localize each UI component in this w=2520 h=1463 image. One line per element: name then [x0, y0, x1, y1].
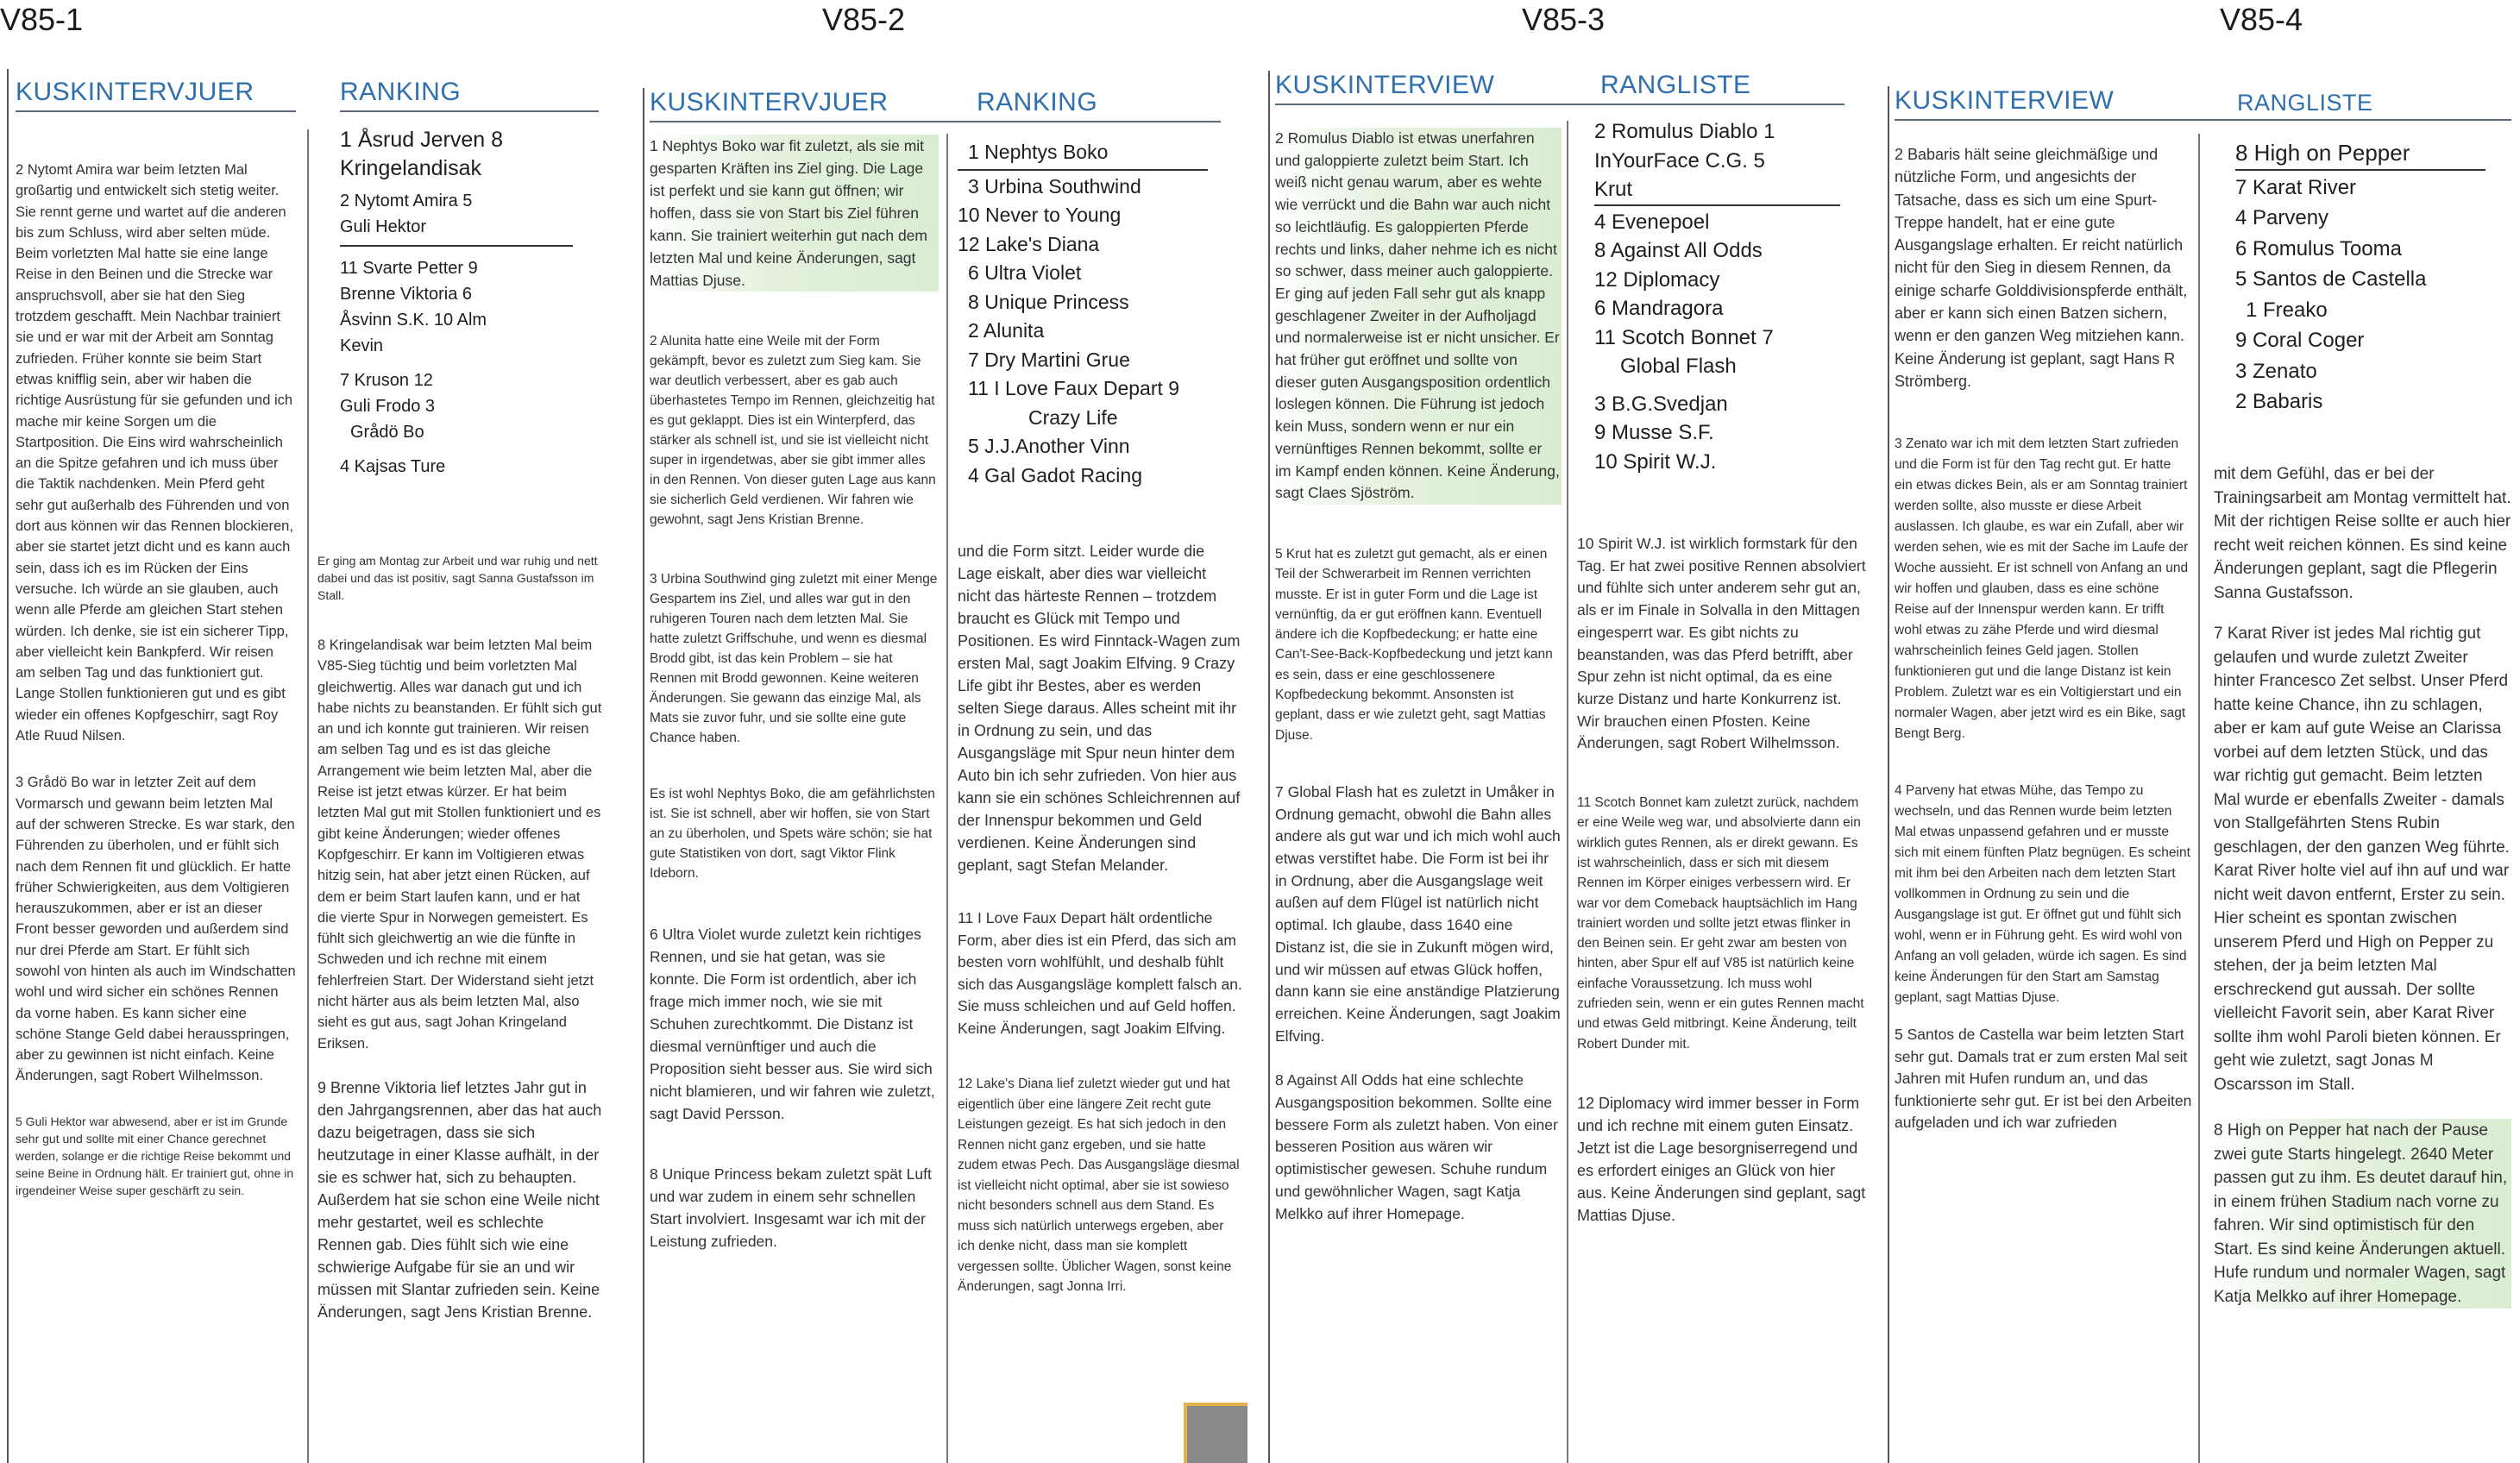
interview-paragraph: 8 Unique Princess bekam zuletzt spät Luft und war zudem in einem sehr schnellen Start involviert. Insgesamt war ich mit der Leistung zufrieden. [650, 1165, 932, 1250]
ranking-entry: Krut [1594, 178, 1633, 201]
interview-column-right [1577, 533, 1866, 1253]
ranking-entry: 6 Ultra Violet [968, 261, 1082, 284]
interview-paragraph: 10 Spirit W.J. ist wirklich formstark für den Tag. Er hat zwei positive Rennen absolviert und fühlte sich unter anderem sehr gut an, als er im Finale in Solvalla in den Mittagen eingesperrt war. Es gibt nichts zu beanstanden, was das Pferd betrifft, aber Spur zehn ist nicht optimal, da es eine kurze Distanz und harte Konkurrenz ist. Wir brauchen einen Pfosten. Keine Änderungen, sagt Robert Wilhelmsson. [1577, 535, 1866, 752]
ranking-list [2235, 138, 2511, 418]
header-divider [1895, 119, 2511, 121]
interview-paragraph: Es ist wohl Nephtys Boko, die am gefährlichsten ist. Sie ist schnell, aber wir hoffen, sie von Start an zu überholen, und Spets wäre schön; sie hat gute Statistiken von dort, sagt Viktor Flink Ideborn. [650, 787, 935, 881]
page-border [1268, 71, 1270, 1463]
interview-paragraph: 8 Kringelandisak war beim letzten Mal beim V85-Sieg tüchtig und beim vorletzten Mal gleichwertig. Alles war danach gut und ich habe nichts zu beanstanden. Er fühlt sich gut an und ich konnte gut trainieren. Wir reisen am selben Tag und es ist das gleiche Arrangement wie beim letzten Mal, aber die Reise ist jetzt etwas kürzer. Er hat beim letzten Mal gut mit Stollen funktioniert und es gibt keine Änderungen; wieder offenes Kopfgeschirr. Er kann im Voltigieren etwas hitzig sein, hat aber jetzt einen Rücken, auf dem er beim Start laufen kann, und er hat die vierte Spur in Norwegen gemeistert. Es fühlt sich gleichwertig an wie die fünfte in Schweden und ich rechne mit einem fehlerfreien Start. Der Widerstand sieht jetzt nicht härter aus als beim letzten Mal, also sieht es gut aus, sagt Johan Kringeland Eriksen. [317, 637, 602, 1052]
interview-paragraph: mit dem Gefühl, das er bei der Trainingsarbeit am Montag vermittelt hat. Mit der richtigen Reise sollte er auch hier recht weit reichen können. Es sind keine Änderungen geplant, sagt die Pflegerin Sanna Gustafsson. [2214, 465, 2511, 602]
ranking-entry: InYourFace C.G. 5 [1594, 148, 1765, 173]
interview-paragraph: 1 Nephtys Boko war fit zuletzt, als sie mit gesparten Kräften ins Ziel ging. Die Lage ist perfekt und sie kann gut öffnen; wir hoffen, dass sie von Start bis Ziel führen kann. Sie trainiert weiterhin gut nach dem letzten Mal und keine Änderungen, sagt Mattias Djuse. [650, 135, 939, 292]
ranking-entry: 8 Unique Princess [968, 290, 1129, 313]
interview-column-right [317, 552, 602, 1349]
ranking-entry: Guli Frodo 3 [340, 397, 436, 416]
ranking-entry: 11 Scotch Bonnet 7 [1594, 325, 1774, 349]
interview-paragraph: 3 Zenato war ich mit dem letzten Start zufrieden und die Form ist für den Tag recht gut. Er hatte ein etwas dickes Bein, als er am Sonntag trainiert werden sollte, also musste er diese Arbeit auslassen. Ich glaube, es war ein Zufall, aber wir werden sehen, wie es mit der Sache im Laufe der Woche aussieht. Er ist schnell von Anfang an und wir hoffen und glauben, dass es eine schöne Reise auf der Innenspur werden kann. Er trifft wohl etwas zu zähe Pferde und wird diesmal wahrscheinlich feines Geld jagen. Stollen funktionieren gut und die lange Distanz ist kein Problem. Zuletzt war es ein Voltigierstart und ein normaler Wagen, aber jetzt wird es ein Bike, sagt Bengt Berg. [1895, 436, 2189, 742]
interviews-header: KUSKINTERVIEW [1275, 71, 1495, 99]
ranking-list [340, 126, 599, 480]
interview-paragraph: Er ging am Montag zur Arbeit und war ruhig und nett dabei und das ist positiv, sagt Sanna Gustafsson im Stall. [317, 554, 598, 602]
header-divider [650, 121, 1221, 122]
interview-paragraph: 5 Santos de Castella war beim letzten Start sehr gut. Damals trat er zum ersten Mal seit Jahren mit Hufen rundum an, und das funktionierte sehr gut. Er ist bei den Arbeiten aufgeladen und ich war zufrieden [1895, 1026, 2192, 1132]
interview-paragraph: 6 Ultra Violet wurde zuletzt kein richtiges Rennen, und sie hat getan, was sie konnte. Die Form ist ordentlich, aber ich frage mich immer noch, wie sie mit Schuhen zurechtkommt. Die Distanz ist diesmal vernünftiger und auch die Proposition sieht besser aus. Sie wird sich nicht blamieren, und wir fahren wie zuletzt, sagt David Persson. [650, 926, 935, 1122]
interview-paragraph: 4 Parveny hat etwas Mühe, das Tempo zu wechseln, und das Rennen wurde beim letzten Mal etwas unpassend gefahren und er musste sich mit einem fünften Platz begnügen. Es scheint mit ihm bei den Arbeiten nach dem letzten Start vollkommen in Ordnung zu sein und die Ausgangslage ist gut. Er öffnet gut und fühlt sich wohl, wenn er in Führung geht. Es wird wohl von Anfang an voll geladen, würde ich sagen. Es sind keine Änderungen für den Start am Samstag geplant, sagt Mattias Djuse. [1895, 783, 2190, 1006]
ranking-entry: Åsvinn S.K. 10 Alm [340, 311, 487, 330]
ranking-entry: 7 Dry Martini Grue [968, 348, 1130, 371]
ranking-header: RANKING [977, 88, 1098, 116]
ranking-list [1594, 117, 1870, 476]
interview-paragraph: 3 Urbina Southwind ging zuletzt mit einer Menge Gespartem ins Ziel, und alles war gut in den ruhigeren Touren nach dem letzten Mal. Sie hatte zuletzt Griffschuhe, und wenn es diesmal Brodd gibt, ist das kein Problem – sie hat Rennen mit Brodd gewonnen. Keine weiteren Änderungen. Sie gewann das einzige Mal, als Mats sie zuvor fuhr, und sie sollte eine gute Chance haben. [650, 572, 938, 745]
interview-column-left [16, 160, 296, 1225]
interview-paragraph: 7 Global Flash hat es zuletzt in Umåker in Ordnung gemacht, obwohl die Bahn alles andere als gut war und ich mich wohl auch etwas verstiftet habe. Die Form ist bei ihr in Ordnung, aber die Ausgangslage weit außen auf dem Flügel ist natürlich nicht optimal. Ich glaube, dass 1640 eine Distanz ist, die sie in Zukunft mögen wird, und wir müssen auf etwas Glück hoffen, dann kann sie eine anständige Platzierung erreichen. Keine Änderungen, sagt Joakim Elfving. [1275, 782, 1561, 1045]
ranking-separator [958, 169, 1208, 171]
ranking-entry: Grådö Bo [350, 423, 424, 442]
ranking-entry: 9 Musse S.F. [1594, 421, 1714, 444]
ranking-entry: 10 Spirit W.J. [1594, 449, 1717, 474]
ranking-entry: 10 Never to Young [958, 204, 1122, 226]
interview-paragraph: 11 Scotch Bonnet kam zuletzt zurück, nachdem er eine Weile weg war, und absolvierte dann ein wirklich gutes Rennen, als er direkt gewann. Es ist wahrscheinlich, dass er sich mit diesem Rennen im Körper einiges verbessern wird. Er war vor dem Comeback hauptsächlich im Hang trainiert worden und sollte jetzt etwas flinker in den Beinen sein. Er geht zwar am besten von hinten, aber Spur elf auf V85 ist natürlich keine einfache Voraussetzung. Ich muss wohl zufrieden sein, wenn er ein gutes Rennen macht und etwas Geld mitbringt. Keine Änderung, teilt Robert Dunder mit. [1577, 795, 1864, 1052]
interviews-header: KUSKINTERVJUER [16, 78, 255, 106]
document-page-v85-2 [643, 60, 1249, 1463]
ranking-entry: 7 Karat River [2235, 175, 2357, 199]
interview-paragraph: 3 Grådö Bo war in letzter Zeit auf dem Vormarsch und gewann beim letzten Mal auf der schweren Strecke. Es war stark, den Führenden zu überholen, und er fühlt sich nach dem Rennen fit und glücklich. Er hatte früher Schwierigkeiten, aus dem Voltigieren herauszukommen, aber er ist an dieser Front besser geworden und außerdem sind nur drei Pferde am Start. Er fühlt sich sowohl von hinten als auch im Windschatten wohl und wird sicher ein schönes Rennen da vorne haben. Es kann sicher eine schöne Stange Geld dabei herausspringen, aber zu gewinnen ist nicht einfach. Keine Änderungen, sagt Robert Wilhelmsson. [16, 775, 296, 1084]
ranking-entry: Kringelandisak [340, 156, 481, 180]
ranking-entry: 12 Lake's Diana [958, 232, 1100, 255]
page-label-v85-1: V85-1 [0, 2, 84, 37]
ranking-entry: 1 Freako [2246, 298, 2328, 322]
ranking-entry: Crazy Life [1028, 405, 1118, 429]
ranking-header: RANGLISTE [1600, 71, 1751, 99]
interview-paragraph: 5 Krut hat es zuletzt gut gemacht, als er einen Teil der Schwerarbeit im Rennen verrichten musste. Er ist in guter Form und die Lage ist vernünftig, da er gut eröffnen kann. Eventuell ändere ich die Kopfbedeckung; er hatte eine Can't-See-Back-Kopfbedeckung und jetzt kann es sein, dass er eine geschlossenere Kopfbedeckung bekommt. Ansonsten ist geplant, dass er wie zuletzt geht, sagt Mattias Djuse. [1275, 546, 1553, 743]
ranking-entry: 1 Åsrud Jerven 8 [340, 128, 503, 152]
ranking-entry: 3 B.G.Svedjan [1594, 392, 1728, 416]
header-divider [16, 110, 296, 112]
document-page-v85-1 [7, 60, 616, 1463]
interview-column-left [650, 135, 939, 1278]
ranking-entry: Guli Hektor [340, 217, 427, 236]
interview-paragraph: und die Form sitzt. Leider wurde die Lage eiskalt, aber dies war vielleicht nicht das härteste Rennen – trotzdem braucht es Glück mit Tempo und Positionen. Es wird Finntack-Wagen zum ersten Mal, sagt Joakim Elfving. 9 Crazy Life gibt ihr Bestes, aber es werden selten Siege daraus. Alles scheint mit ihr in Ordnung zu sein, und das Ausgangsläge mit Spur neun hinter dem Auto bin ich sehr zufrieden. Von hier aus kann sie ein schönes Schleichrennen auf der Innenspur bekommen und Geld verdienen. Keine Änderungen sind geplant, sagt Stefan Melander. [958, 543, 1241, 874]
ranking-entry: 2 Alunita [968, 319, 1045, 342]
ranking-entry: 3 Zenato [2235, 359, 2317, 383]
ranking-entry: 1 Nephtys Boko [968, 141, 1109, 163]
ranking-entry: Global Flash [1620, 355, 1737, 378]
page-border [7, 69, 9, 1463]
interview-paragraph: 8 Against All Odds hat eine schlechte Ausgangsposition bekommen. Sollte eine bessere Form als zuletzt haben. Von einer besseren Position aus wären wir optimistischer gewesen. Schuhe rundum und gewöhnlicher Wagen, sagt Katja Melkko auf ihrer Homepage. [1275, 1071, 1558, 1222]
interview-paragraph: 2 Alunita hatte eine Weile mit der Form gekämpft, bevor es zuletzt zum Sieg kam. Sie war deutlich verbessert, aber es gab auch überhastetes Tempo im Rennen, gleichzeitig hat es gut geklappt. Dies ist ein Winterpferd, das stärker als schnell ist, und sie ist vielleicht nicht super in irgendetwas, aber sie gibt immer alles in den Rennen. Von dieser guten Lage aus kann sie sicherlich Geld verdienen. Wir fahren wie gewohnt, sagt Jens Kristian Brenne. [650, 334, 936, 527]
ranking-list [958, 138, 1242, 490]
interview-paragraph: 2 Nytomt Amira war beim letzten Mal großartig und entwickelt sich stetig weiter. Sie rennt gerne und wartet auf die anderen bis zum Schluss, wird aber selten müde. Beim vorletzten Mal hatte sie eine lange Reise in den Beinen und die Strecke war anspruchsvoll, aber sie hat den Sieg trotzdem geschafft. Mein Nachbar trainiert sie und er war mit der Arbeit am Sonntag zufrieden. Früher konnte sie beim Start etwas knifflig sein, aber wir haben die richtige Ausrüstung für sie gefunden und ich mache mir keine Sorgen um die Startposition. Die Eins wird wahrscheinlich an die Spitze gefahren und ich muss über die Taktik nachdenken. Mein Pferd geht sehr gut außerhalb des Führenden und von dort aus können wir das Rennen blockieren, aber sie startet jetzt dicht und es kann auch sein, dass ich es im Rücken der Eins versuche. Ich würde an sie glauben, auch wenn alle Pferde am gleichen Start stehen würden. Ich denke, sie ist ein sicherer Tipp, aber vielleicht kein Bankpferd. Wir reisen am selben Tag und das funktioniert gut. Lange Stollen funktionieren gut und es gibt wieder ein offenes Kopfgeschirr, sagt Roy Atle Ruud Nilsen. [16, 162, 293, 744]
ranking-entry: 2 Romulus Diablo 1 [1594, 120, 1775, 143]
interview-paragraph: 7 Karat River ist jedes Mal richtig gut gelaufen und wurde zuletzt Zweiter hinter Francesco Zet selbst. Unser Pferd hatte keine Chance, ihn zu schlagen, aber er kam auf gute Weise an Clarissa vorbei auf dem letzten Stück, und das war richtig gut gemacht. Beim letzten Mal wurde er ebenfalls Zweiter - damals von Stallgefährten Stens Rubin geschlagen, der den ganzen Weg führte. Karat River holte viel auf ihn auf und war nicht weit davon entfernt, Erster zu sein. Hier scheint es spontan zwischen unserem Pferd und High on Pepper zu stehen, der ja beim letzten Mal erschreckend gut aussah. Der sollte vielleicht Favorit sein, aber Karat River sollte ihm wohl Paroli bieten können. Er geht wie zuletzt, sagt Jonas M Oscarsson im Stall. [2214, 625, 2510, 1094]
ranking-entry: 11 Svarte Petter 9 [340, 259, 478, 278]
interview-paragraph: 5 Guli Hektor war abwesend, aber er ist im Grunde sehr gut und sollte mit einer Chance gerechnet werden, solange er die richtige Reise bekommt und seine Beine in Ordnung hält. Er trainiert gut, ohne in irgendeiner Weise super geschärft zu sein. [16, 1114, 294, 1197]
ranking-entry: 4 Kajsas Ture [340, 457, 446, 476]
ranking-entry: 8 High on Pepper [2235, 140, 2410, 166]
interview-column-left [1895, 143, 2192, 1160]
interview-column-right [958, 540, 1242, 1323]
column-divider [1567, 121, 1568, 1463]
interview-paragraph: 2 Romulus Diablo ist etwas unerfahren und galoppierte zuletzt beim Start. Ich weiß nicht genau warum, aber es wehte wie verrückt und die Bahn war auch nicht so leichtläufig. Es galoppierten Pferde rechts und links, daher nehme ich es nicht so schwer, dass meiner auch galoppierte. Er ging auf jeden Fall sehr gut als knapp geschlagener Zweiter in der Aufholjagd und normalerweise ist er nicht unsicher. Er hat früher gut eröffnet und sollte von dieser guten Ausgangsposition ordentlich loslegen können. Die Führung ist jedoch kein Muss, sondern wenn er nur ein vernünftiges Rennen bekommt, sollte er im Kampf enden können. Keine Änderung, sagt Claes Sjöström. [1275, 128, 1562, 505]
ranking-entry: 2 Babaris [2235, 390, 2323, 413]
page-label-v85-3: V85-3 [1522, 2, 1606, 37]
ranking-header: RANKING [340, 78, 462, 106]
page-label-v85-2: V85-2 [822, 2, 906, 37]
corner-image [1184, 1403, 1247, 1463]
ranking-entry: 12 Diplomacy [1594, 267, 1720, 292]
ranking-entry: Brenne Viktoria 6 [340, 285, 473, 304]
ranking-entry: 4 Parveny [2235, 206, 2329, 229]
ranking-entry: 7 Kruson 12 [340, 371, 433, 390]
interview-paragraph: 12 Diplomacy wird immer besser in Form und ich rechne mit einem guten Einsatz. Jetzt ist die Lage besorgniserregend und es erfordert einiges an Glück von hier aus. Keine Änderungen sind geplant, sagt Mattias Djuse. [1577, 1094, 1866, 1224]
ranking-entry: 6 Romulus Tooma [2235, 236, 2402, 261]
ranking-entry: 4 Evenepoel [1594, 210, 1710, 234]
ranking-entry: 9 Coral Coger [2235, 329, 2365, 352]
ranking-entry: 11 I Love Faux Depart 9 [968, 377, 1180, 399]
column-divider [946, 134, 948, 1463]
ranking-separator [1594, 204, 1840, 206]
column-divider [2198, 134, 2200, 1463]
ranking-entry: 5 J.J.Another Vinn [968, 435, 1130, 457]
interview-paragraph: 8 High on Pepper hat nach der Pause zwei gute Starts hingelegt. 2640 Meter passen gut zu ihm. Es deutet darauf hin, in einem frühen Stadium nach vorne zu fahren. Wir sind optimistisch für den Start. Es sind keine Änderungen aktuell. Hufe rundum und normaler Wagen, sagt Katja Melkko auf ihrer Homepage. [2214, 1119, 2511, 1309]
interview-column-left [1275, 128, 1562, 1251]
ranking-entry: Kevin [340, 336, 384, 355]
ranking-entry: 4 Gal Gadot Racing [968, 463, 1143, 487]
interviews-header: KUSKINTERVJUER [650, 88, 889, 116]
ranking-entry: 5 Santos de Castella [2235, 267, 2427, 291]
ranking-separator [2235, 169, 2485, 171]
interview-paragraph: 11 I Love Faux Depart hält ordentliche Form, aber dies ist ein Pferd, das sich am besten vorn wohlfühlt, und deshalb fühlt sich das Ausgangsläge komplett falsch an. Sie muss schleichen und auf Geld hoffen. Keine Änderungen, sagt Joakim Elfving. [958, 909, 1242, 1037]
ranking-entry: 2 Nytomt Amira 5 [340, 192, 473, 210]
page-border [643, 88, 644, 1463]
interview-column-right [2214, 462, 2511, 1334]
ranking-separator [340, 245, 573, 247]
page-label-v85-4: V85-4 [2220, 2, 2303, 37]
ranking-entry: 6 Mandragora [1594, 297, 1724, 320]
document-page-v85-4 [1888, 60, 2517, 1463]
ranking-entry: 3 Urbina Southwind [968, 174, 1141, 198]
page-border [1888, 86, 1889, 1463]
header-divider [1275, 104, 1844, 105]
ranking-header: RANGLISTE [2237, 90, 2373, 116]
header-divider [340, 110, 599, 112]
interviews-header: KUSKINTERVIEW [1895, 86, 2115, 115]
ranking-entry: 8 Against All Odds [1594, 239, 1763, 262]
column-divider [307, 129, 309, 1463]
interview-paragraph: 9 Brenne Viktoria lief letztes Jahr gut in den Jahrgangsrennen, aber das hat auch dazu beigetragen, dass sie sich heutzutage in einer Klasse aufhält, in der sie es schwer hat, sich zu behaupten. Außerdem hat sie schon eine Weile nicht mehr gestartet, weil es schlechte Rennen gab. Dies fühlt sich wie eine schwierige Aufgabe für sie an und wir müssen mit Slantar zufrieden sein. Keine Änderungen, sagt Jens Kristian Brenne. [317, 1078, 602, 1321]
document-page-v85-3 [1268, 60, 1872, 1463]
interview-paragraph: 12 Lake's Diana lief zuletzt wieder gut und hat eigentlich über eine längere Zeit recht gute Leistungen gezeigt. Es hat sich jedoch in den Rennen nicht ganz ergeben, und sie hatte zudem etwas Pech. Das Ausgangsläge diesmal ist vielleicht nicht optimal, aber sie ist sowieso nicht besonders schnell aus dem Stand. Es muss sich natürlich unterwegs ergeben, aber ich denke nicht, dass man sie komplett vergessen sollte. Üblicher Wagen, sonst keine Änderungen, sagt Jonna Irri. [958, 1077, 1240, 1294]
interview-paragraph: 2 Babaris hält seine gleichmäßige und nützliche Form, und angesichts der Tatsache, dass es sich um eine Spurt-Treppe handelt, hat er eine gute Ausgangslage erhalten. Er reicht natürlich nicht für den Sieg in diesem Rennen, da einige scharfe Golddivisionspferde enthält, aber er kann sich einen Batzen sichern, wenn er den ganzen Weg mitziehen kann. Keine Änderung ist geplant, sagt Hans R Strömberg. [1895, 146, 2188, 390]
